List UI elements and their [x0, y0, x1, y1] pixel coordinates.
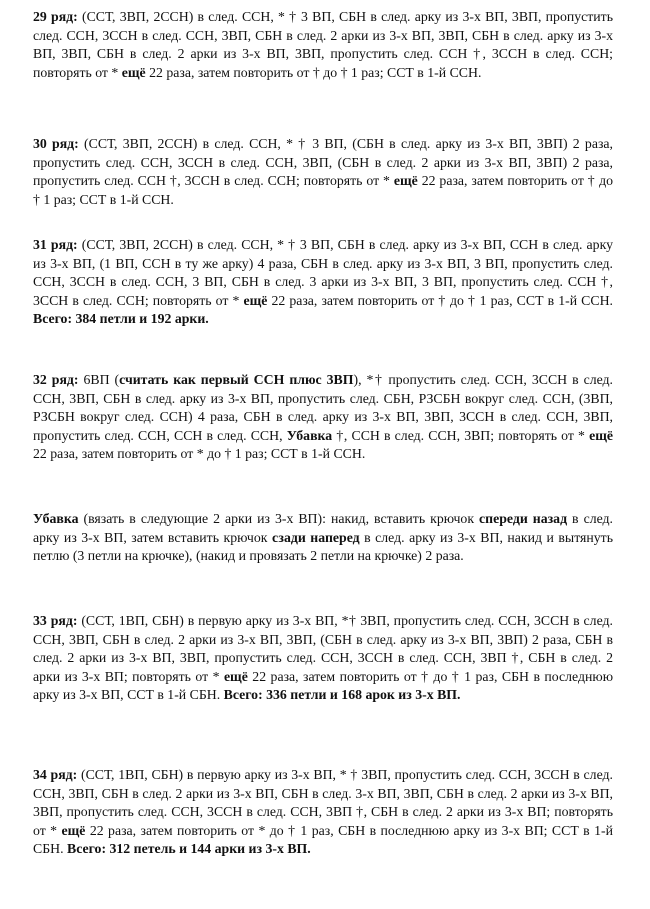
bold-text: 30 ряд:	[33, 136, 85, 151]
text: 22 раза, затем повторить от † до † 1 раз, СБН в последнюю арку из 3-х ВП, ССТ в 1-й СБН.	[33, 668, 614, 703]
bold-text: Убавка	[33, 511, 79, 526]
bold-text: ещё	[243, 292, 268, 308]
row-32-instructions	[33, 371, 613, 464]
text: в след. арку из 3-х ВП, накид и вытянуть петлю (3 петли на крючке), (накид и провязать 2 петли на крючке) 2 раза.	[33, 529, 613, 564]
text: 22 раза, затем повторить от * до † 1 раз, СБН в последнюю арку из 3-х ВП; ССТ в 1-й СБН.	[33, 822, 613, 857]
row-30-instructions	[33, 135, 613, 209]
text: ), *† пропустить след. ССН, 3ССН в след. ССН, 3ВП, СБН в след. арку из 3-х ВП, пропустить след. СБН, РЗСБН вокруг след. ССН, (3ВП, РЗСБН вокруг след. ССН) 4 раза, СБН в след. арку из 3-х ВП, 3ВП, 3ССН в след. ССН, 3ВП, пропустить след. ССН, ССН в след. ССН,	[33, 372, 613, 443]
bold-text: 34 ряд:	[33, 767, 81, 782]
bold-text: ещё	[589, 427, 613, 443]
row-33-instructions	[33, 612, 613, 705]
bold-text: 31 ряд:	[33, 237, 82, 252]
bold-text: ещё	[223, 668, 248, 684]
text: 22 раза, затем повторить от † до † 1 раз; ССТ в 1-й ССН.	[33, 173, 614, 207]
bold-text: ещё	[61, 822, 86, 838]
bold-text: 33 ряд:	[33, 613, 82, 628]
bold-text: 29 ряд:	[33, 9, 82, 24]
bold-text: сзади наперед	[271, 529, 360, 545]
text: 22 раза, затем повторить от † до † 1 раз; ССТ в 1-й ССН.	[145, 64, 482, 80]
bold-text: ещё	[393, 173, 418, 189]
text: (ССТ, 3ВП, 2ССН) в след. ССН, * † 3 ВП, (СБН в след. арку из 3-х ВП, 3ВП) 2 раза, пропустить след. ССН, 3ССН в след. ССН, 3ВП, (СБН в след. 2 арки из 3-х ВП, 3ВП) 2 раза, пропустить след. ССН †, 3ССН в след. ССН; повторять от *	[33, 136, 613, 189]
bold-text: Всего: 384 петли и 192 арки.	[33, 311, 209, 327]
text: 6ВП (	[83, 372, 120, 387]
row-34-instructions	[33, 766, 613, 859]
text: (ССТ, 1ВП, СБН) в первую арку из 3-х ВП, * † 3ВП, пропустить след. ССН, 3ССН в след. ССН, 3ВП, СБН в след. 2 арки из 3-х ВП, СБН в след. 3-х ВП, 3ВП, СБН в след. 2 арки из 3-х ВП, 3ВП, пропустить след. ССН, 3ССН в след. ССН, 3ВП †, СБН в след. 2 арки из 3-х ВП; повторять от *	[33, 767, 613, 838]
bold-text: 32 ряд:	[33, 372, 84, 387]
text: (ССТ, 1ВП, СБН) в первую арку из 3-х ВП, *† 3ВП, пропустить след. ССН, 3ССН в след. ССН, 3ВП, СБН в след. 2 арки из 3-х ВП, 3ВП, (СБН в след. арку из 3-х ВП, 3ВП) 2 раза, СБН в след. 2 арки из 3-х ВП, 3ВП, пропустить след. ССН, 3ССН в след. ССН, 3ВП †, СБН в след. 2 арки из 3-х ВП; повторять от *	[33, 613, 613, 684]
bold-text: Всего: 336 петли и 168 арок из 3-х ВП.	[223, 687, 461, 703]
bold-text: ещё	[121, 64, 146, 80]
bold-text: спереди назад	[479, 511, 568, 526]
text: 22 раза, затем повторить от † до † 1 раз, ССТ в 1-й ССН.	[267, 292, 613, 308]
text: 22 раза, затем повторить от * до † 1 раз; ССТ в 1-й ССН.	[33, 446, 366, 462]
bold-text: считать как первый ССН плюс 3ВП	[119, 372, 354, 387]
text: (ССТ, 3ВП, 2ССН) в след. ССН, * † 3 ВП, СБН в след. арку из 3-х ВП, 3ВП, пропустить след. ССН, 3ССН в след. ССН, 3ВП, СБН в след. 2 арки из 3-х ВП, 3ВП, СБН в след. арку из 3-х ВП, 3ВП, СБН в след. 2 арки из 3-х ВП, 3ВП, пропустить след. ССН †, 3ССН в след. ССН; повторять от *	[33, 9, 613, 80]
text: (вязать в следующие 2 арки из 3-х ВП): накид, вставить крючок	[78, 511, 480, 526]
row-29-instructions	[33, 8, 613, 82]
bold-text: Убавка	[286, 427, 333, 443]
bold-text: Всего: 312 петель и 144 арки из 3-х ВП.	[67, 841, 311, 857]
row-31-instructions	[33, 236, 613, 329]
text: в след. арку из 3-х ВП, затем вставить крючок	[33, 511, 613, 545]
text: (ССТ, 3ВП, 2ССН) в след. ССН, * † 3 ВП, СБН в след. арку из 3-х ВП, ССН в след. арку из 3-х ВП, (1 ВП, ССН в ту же арку) 4 раза, СБН в след. арку из 3-х ВП, 3 ВП, пропустить след. ССН, 3ССН в след. ССН, 3 ВП, СБН в след. 3 арки из 3-х ВП, 3 ВП, пропустить след. ССН †, 3ССН в след. ССН; повторять от *	[33, 237, 613, 308]
decrease-note	[33, 510, 613, 566]
text: †, ССН в след. ССН, 3ВП; повторять от *	[332, 427, 590, 443]
